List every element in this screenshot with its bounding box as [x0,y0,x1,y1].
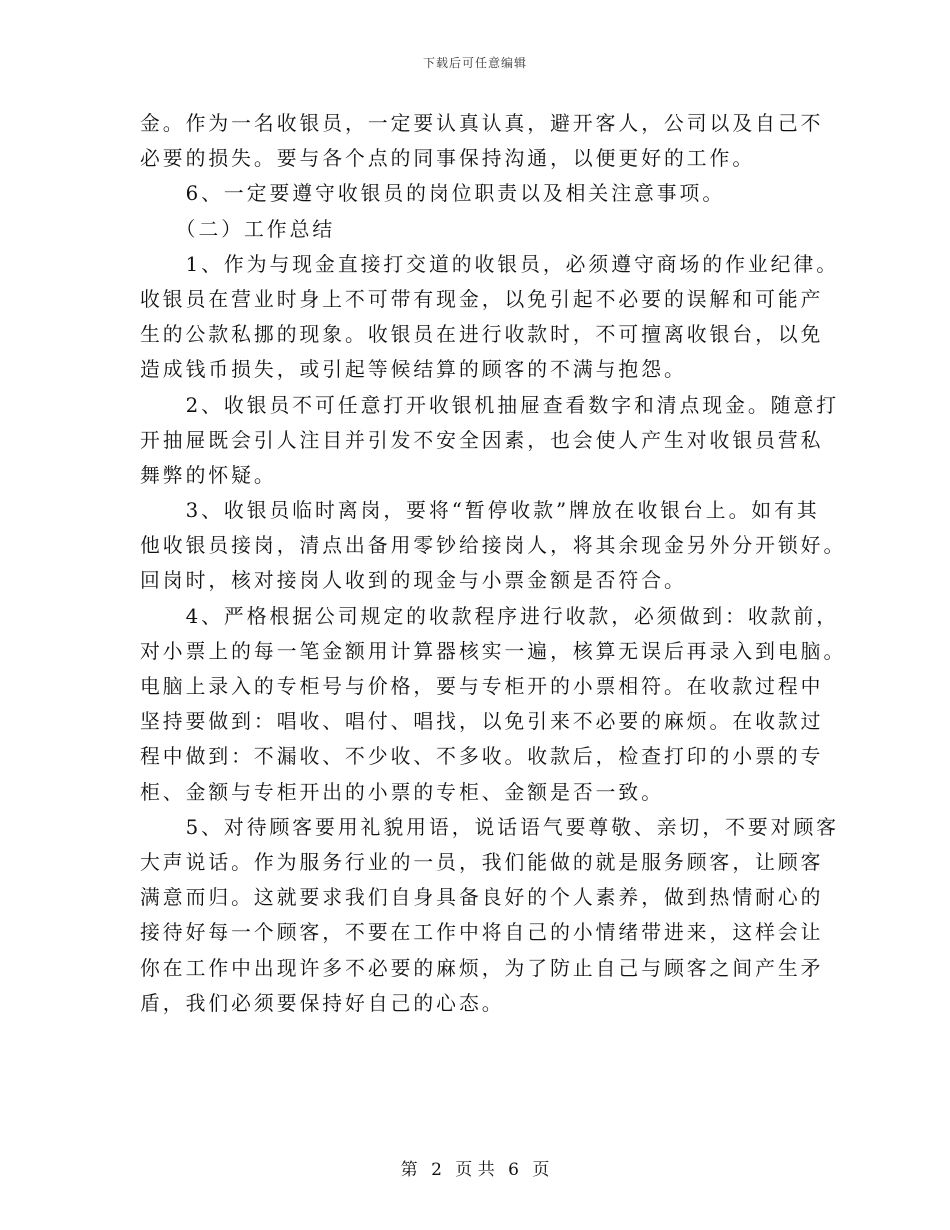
footer-prefix: 第 [400,1160,418,1180]
text-line: 生的公款私挪的现象。收银员在进行收款时，不可擅离收银台，以免 [140,323,824,347]
body-text [140,106,847,1021]
footer-mid: 页 共 [455,1160,495,1180]
text-line: （二）工作总结 [140,217,336,241]
text-line: 程中做到：不漏收、不少收、不多收。收款后，检查打印的小票的专 [140,745,824,769]
text-line: 回岗时，核对接岗人收到的现金与小票金额是否符合。 [140,569,687,593]
text-line: 2、收银员不可任意打开收银机抽屉查看数字和清点现金。随意打 [140,393,840,417]
current-page-number: 2 [431,1160,442,1180]
text-line: 金。作为一名收银员，一定要认真认真，避开客人，公司以及自己不 [140,112,824,135]
text-line: 6、一定要遵守收银员的岗位职责以及相关注意事项。 [140,182,726,206]
text-line: 造成钱币损失，或引起等候结算的顾客的不满与抱怨。 [140,358,687,382]
text-line: 大声说话。作为服务行业的一员，我们能做的就是服务顾客，让顾客 [140,850,824,874]
text-line: 4、严格根据公司规定的收款程序进行收款，必须做到：收款前， [140,604,840,628]
text-line: 满意而归。这就要求我们自身具备良好的个人素养，做到热情耐心的 [140,886,824,910]
text-line: 舞弊的怀疑。 [140,463,277,487]
text-line: 3、收银员临时离岗，要将“暂停收款”牌放在收银台上。如有其 [140,499,820,523]
text-line: 接待好每一个顾客，不要在工作中将自己的小情绪带进来，这样会让 [140,921,824,945]
text-line: 1、作为与现金直接打交道的收银员，必须遵守商场的作业纪律。 [140,252,840,276]
text-line: 坚持要做到：唱收、唱付、唱找，以免引来不必要的麻烦。在收款过 [140,710,824,734]
text-line: 你在工作中出现许多不必要的麻烦，为了防止自己与顾客之间产生矛 [140,956,824,980]
footer-suffix: 页 [532,1160,550,1180]
text-line: 开抽屉既会引人注目并引发不安全因素，也会使人产生对收银员营私 [140,428,824,452]
text-line: 柜、金额与专柜开出的小票的专柜、金额是否一致。 [140,780,664,804]
text-line: 他收银员接岗，清点出备用零钞给接岗人，将其余现金另外分开锁好。 [140,534,847,558]
text-line: 对小票上的每一笔金额用计算器核实一遍，核算无误后再录入到电脑。 [140,639,847,663]
text-line: 电脑上录入的专柜号与价格，要与专柜开的小票相符。在收款过程中 [140,675,824,698]
page-footer [0,1155,950,1180]
text-line: 盾，我们必须要保持好自己的心态。 [140,991,505,1015]
total-page-number: 6 [508,1160,519,1180]
header-note: 下载后可任意编辑 [422,56,527,70]
text-line: 收银员在营业时身上不可带有现金，以免引起不必要的误解和可能产 [140,287,824,311]
text-line: 必要的损失。要与各个点的同事保持沟通，以便更好的工作。 [140,147,756,171]
text-line: 5、对待顾客要用礼貌用语，说话语气要尊敬、亲切，不要对顾客 [140,815,840,839]
